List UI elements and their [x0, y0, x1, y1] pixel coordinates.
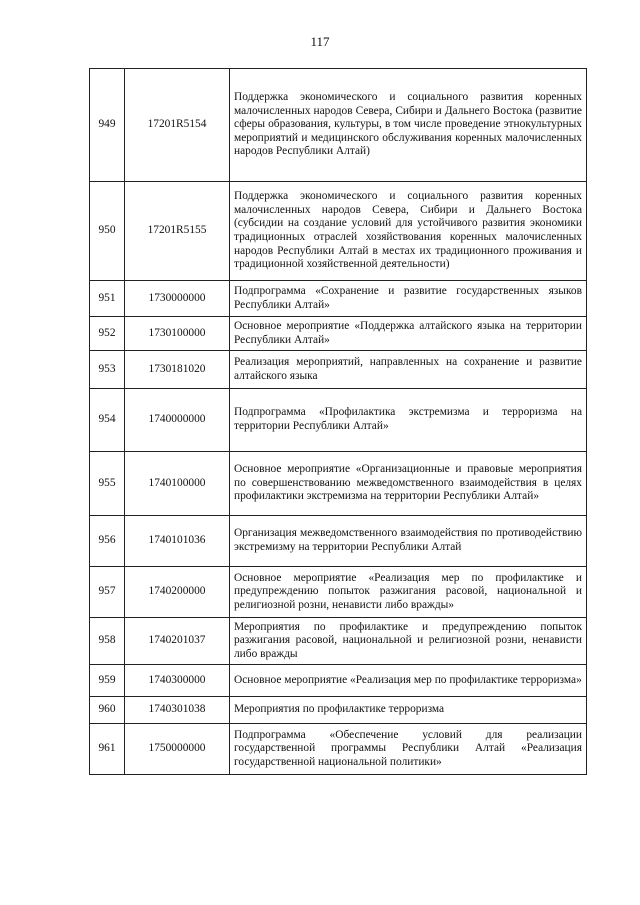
row-description: Подпрограмма «Обеспечение условий для реализации государственной программы Республики Алтай «Реализация государственной национальной политики» [230, 724, 587, 775]
row-code: 1740000000 [125, 389, 230, 452]
row-number: 955 [90, 452, 125, 516]
row-number: 960 [90, 697, 125, 724]
row-code: 1740200000 [125, 567, 230, 618]
table-row [90, 516, 587, 567]
row-number: 954 [90, 389, 125, 452]
table-row [90, 724, 587, 775]
page-number: 117 [310, 34, 330, 49]
table-row [90, 351, 587, 389]
row-code: 1740201037 [125, 618, 230, 665]
row-code: 1740100000 [125, 452, 230, 516]
row-code: 1730000000 [125, 281, 230, 317]
table-row [90, 281, 587, 317]
row-code: 17201R5154 [125, 69, 230, 182]
budget-code-table [89, 68, 587, 775]
table-row [90, 69, 587, 182]
table-row [90, 665, 587, 697]
row-code: 1730100000 [125, 317, 230, 351]
table-row [90, 182, 587, 281]
row-description: Основное мероприятие «Организационные и правовые мероприятия по совершенствованию межведомственного взаимодействия в целях профилактики экстремизма на территории Республики Алтай» [230, 452, 587, 516]
row-code: 17201R5155 [125, 182, 230, 281]
row-description: Реализация мероприятий, направленных на сохранение и развитие алтайского языка [230, 351, 587, 389]
row-code: 1750000000 [125, 724, 230, 775]
row-number: 953 [90, 351, 125, 389]
table-row [90, 567, 587, 618]
row-description: Основное мероприятие «Реализация мер по профилактике и предупреждению попыток разжигания расовой, национальной и религиозной розни, ненависти либо вражды» [230, 567, 587, 618]
row-description: Подпрограмма «Сохранение и развитие государственных языков Республики Алтай» [230, 281, 587, 317]
row-description: Основное мероприятие «Реализация мер по профилактике терроризма» [230, 665, 587, 697]
row-code: 1740300000 [125, 665, 230, 697]
row-description: Поддержка экономического и социального развития коренных малочисленных народов Севера, Сибири и Дальнего Востока (развитие сферы образования, культуры, в том числе проведение этнокультурных мероприятий и медицинского обслуживания коренных малочисленных народов Республики Алтай) [230, 69, 587, 182]
row-code: 1730181020 [125, 351, 230, 389]
row-description: Подпрограмма «Профилактика экстремизма и терроризма на территории Республики Алтай» [230, 389, 587, 452]
row-number: 952 [90, 317, 125, 351]
table-row [90, 389, 587, 452]
row-number: 951 [90, 281, 125, 317]
row-description: Мероприятия по профилактике и предупреждению попыток разжигания расовой, национальной и религиозной розни, ненависти либо вражды [230, 618, 587, 665]
row-number: 950 [90, 182, 125, 281]
row-description: Поддержка экономического и социального развития коренных малочисленных народов Севера, Сибири и Дальнего Востока (субсидии на создание условий для устойчивого развития экономики традиционных отраслей хозяйствования коренных малочисленных народов Республики Алтай в местах их традиционного проживания и традиционной хозяйственной деятельности) [230, 182, 587, 281]
row-description: Организация межведомственного взаимодействия по противодействию экстремизму на территории Республики Алтай [230, 516, 587, 567]
table-row [90, 317, 587, 351]
table-row [90, 452, 587, 516]
row-number: 961 [90, 724, 125, 775]
row-code: 1740101036 [125, 516, 230, 567]
row-number: 959 [90, 665, 125, 697]
row-number: 957 [90, 567, 125, 618]
table-row [90, 697, 587, 724]
table-row [90, 618, 587, 665]
row-number: 949 [90, 69, 125, 182]
row-number: 956 [90, 516, 125, 567]
row-code: 1740301038 [125, 697, 230, 724]
row-description: Основное мероприятие «Поддержка алтайского языка на территории Республики Алтай» [230, 317, 587, 351]
row-description: Мероприятия по профилактике терроризма [230, 697, 587, 724]
row-number: 958 [90, 618, 125, 665]
